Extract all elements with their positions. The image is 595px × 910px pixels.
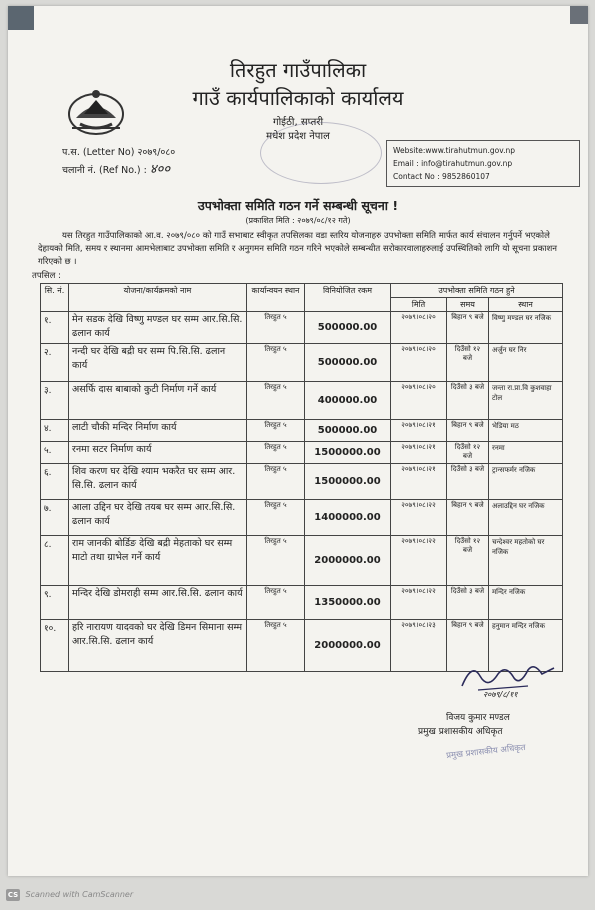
cell-name: लाटी चौकी मन्दिर निर्माण कार्य — [69, 420, 247, 442]
table-row — [41, 312, 563, 344]
cell-date: २०७९।०८।२१ — [391, 420, 447, 442]
cell-location: तिरहुत ५ — [247, 382, 305, 420]
cell-sn: १०. — [41, 620, 69, 672]
signature-date: २०७९/८/११ — [483, 690, 518, 699]
cell-amount: 1500000.00 — [305, 464, 391, 500]
cell-amount: 2000000.00 — [305, 536, 391, 586]
cell-date: २०७९।०८।२२ — [391, 500, 447, 536]
scan-corner-shadow — [8, 6, 34, 30]
cell-sn: २. — [41, 344, 69, 382]
contact-website: Website:www.tirahutmun.gov.np — [393, 146, 515, 155]
cell-amount: 500000.00 — [305, 344, 391, 382]
cell-sn: १. — [41, 312, 69, 344]
document-page — [8, 6, 588, 876]
cell-place: मन्दिर नजिक — [489, 586, 563, 620]
cell-name: मन्दिर देखि डोमराही सम्म आर.सि.सि. ढलान कार्य — [69, 586, 247, 620]
cell-time: बिहान ९ बजे — [447, 620, 489, 672]
cell-date: २०७९।०८।२० — [391, 344, 447, 382]
office-address: गोईठी, सप्तरी — [272, 117, 324, 128]
cell-date: २०७९।०८।२२ — [391, 536, 447, 586]
cell-sn: ३. — [41, 382, 69, 420]
scanner-footer-text: Scanned with CamScanner — [25, 890, 134, 899]
cell-location: तिरहुत ५ — [247, 420, 305, 442]
cell-location: तिरहुत ५ — [247, 464, 305, 500]
ref-no-value: ४०० — [149, 162, 171, 177]
ref-no-row — [62, 161, 175, 179]
cell-location: तिरहुत ५ — [247, 536, 305, 586]
ref-no-label: चलानी नं. (Ref No.) : — [62, 165, 147, 176]
cell-amount: 1400000.00 — [305, 500, 391, 536]
cell-place: अर्जुन घर निर — [489, 344, 563, 382]
municipality-name: तिरहुत गाउँपालिका — [229, 58, 367, 82]
table-header — [41, 284, 563, 312]
table-row — [41, 586, 563, 620]
cell-location: तिरहुत ५ — [247, 442, 305, 464]
cell-time: दिउँसो १२ बजे — [447, 344, 489, 382]
table-row — [41, 442, 563, 464]
table-row — [41, 536, 563, 586]
cell-location: तिरहुत ५ — [247, 344, 305, 382]
schemes-table — [40, 283, 563, 672]
cell-time: दिउँसो १२ बजे — [447, 536, 489, 586]
table-row — [41, 464, 563, 500]
cell-sn: ५. — [41, 442, 69, 464]
cell-place: अलाउद्दिन घर नजिक — [489, 500, 563, 536]
cell-date: २०७९।०८।२१ — [391, 464, 447, 500]
cell-amount: 2000000.00 — [305, 620, 391, 672]
office-stamp — [260, 122, 382, 184]
cell-place: हनुमान मन्दिर नजिक — [489, 620, 563, 672]
cell-time: बिहान ९ बजे — [447, 420, 489, 442]
notice-published-date: (प्रकाशित मिति : २०७९/०८/१२ गते) — [245, 216, 351, 225]
cell-location: तिरहुत ५ — [247, 312, 305, 344]
signatory-name: विजय कुमार मण्डल — [446, 713, 510, 723]
cell-date: २०७९।०८।२० — [391, 312, 447, 344]
cell-location: तिरहुत ५ — [247, 586, 305, 620]
col-formation: उपभोक्ता समिति गठन हुने — [391, 284, 563, 298]
cell-location: तिरहुत ५ — [247, 500, 305, 536]
scanner-footer — [6, 889, 133, 901]
table-body — [41, 312, 563, 672]
cell-place: चन्देश्वर महतोको घर नजिक — [489, 536, 563, 586]
cell-amount: 500000.00 — [305, 420, 391, 442]
cell-sn: ९. — [41, 586, 69, 620]
cell-date: २०७९।०८।२२ — [391, 586, 447, 620]
letter-no-label: प.स. (Letter No) — [62, 147, 135, 158]
col-place: स्थान — [489, 298, 563, 312]
cell-date: २०७९।०८।२३ — [391, 620, 447, 672]
contact-phone: Contact No : 9852860107 — [393, 172, 490, 181]
cell-place: रनमा — [489, 442, 563, 464]
office-name: गाउँ कार्यपालिकाको कार्यालय — [192, 86, 404, 110]
cell-name: रनमा सटर निर्माण कार्य — [69, 442, 247, 464]
col-date: मिति — [391, 298, 447, 312]
col-sn: सि. नं. — [41, 284, 69, 312]
cell-time: दिउँसो ३ बजे — [447, 382, 489, 420]
camscanner-logo-icon: CS — [7, 891, 19, 899]
cell-name: असर्फि दास बाबाको कुटी निर्माण गर्ने कार्य — [69, 382, 247, 420]
cell-place: ट्रान्सफर्मर नजिक — [489, 464, 563, 500]
table-row — [41, 382, 563, 420]
cell-time: बिहान ९ बजे — [447, 500, 489, 536]
signatory-title: प्रमुख प्रशासकीय अधिकृत — [418, 727, 503, 737]
cell-name: मेन सडक देखि विष्णु मण्डल घर सम्म आर.सि.सि. ढलान कार्य — [69, 312, 247, 344]
notice-body: यस तिरहुत गाउँपालिकाको आ.व. २०७९/०८० को गाउँ सभाबाट स्वीकृत तपसिलका वडा स्तरिय योजनाहरु उपभोक्ता समिति मार्फत कार्य संचालन गर्नुपर्ने भएकोले देहायको मिति, समय र स्थानमा आमभेलाबाट उपभोक्ता समिति र अनुगमन समिति गठन गरिने भएकोले सम्बन्धीत सरोकारवालाहरुलाई उपस्थितिको लागि यो सूचना प्रकाशन गरिएको छ । — [38, 231, 557, 267]
cell-amount: 1350000.00 — [305, 586, 391, 620]
cell-amount: 400000.00 — [305, 382, 391, 420]
cell-amount: 500000.00 — [305, 312, 391, 344]
cell-name: हरि नारायण यादवको घर देखि डिमन सिमाना सम्म आर.सि.सि. ढलान कार्य — [69, 620, 247, 672]
table-row — [41, 500, 563, 536]
table-row — [41, 420, 563, 442]
cell-time: दिउँसो ३ बजे — [447, 586, 489, 620]
cell-place: जन्ता रा.प्रा.वि कुशवाहा टोल — [489, 382, 563, 420]
cell-date: २०७९।०८।२० — [391, 382, 447, 420]
signature-stamp: प्रमुख प्रशासकीय अधिकृत — [445, 742, 527, 762]
letter-no-value: २०७९/०८० — [137, 147, 176, 158]
col-amount: विनियोजित रकम — [305, 284, 391, 312]
cell-name: आला उद्दिन घर देखि तयब घर सम्म आर.सि.सि. ढलान कार्य — [69, 500, 247, 536]
list-label: तपसिल : — [32, 271, 61, 281]
col-location: कार्यान्वयन स्थान — [247, 284, 305, 312]
contact-box — [386, 140, 580, 187]
cell-place: विष्णु मण्डल घर नजिक — [489, 312, 563, 344]
letter-no-row — [62, 144, 175, 161]
letter-reference — [62, 144, 175, 179]
col-name: योजना/कार्यक्रमको नाम — [69, 284, 247, 312]
cell-location: तिरहुत ५ — [247, 620, 305, 672]
cell-sn: ६. — [41, 464, 69, 500]
table-row — [41, 344, 563, 382]
notice-title: उपभोक्ता समिति गठन गर्ने सम्बन्धी सूचना ! — [197, 198, 399, 213]
cell-name: राम जानकी बोर्डिङ देखि बद्री मेहताको घर सम्म माटो तथा ग्राभेल गर्ने कार्य — [69, 536, 247, 586]
cell-place: भेडिया मठ — [489, 420, 563, 442]
cell-name: नन्दी घर देखि बद्री घर सम्म पि.सि.सि. ढलान कार्य — [69, 344, 247, 382]
cell-amount: 1500000.00 — [305, 442, 391, 464]
cell-sn: ८. — [41, 536, 69, 586]
contact-email: Email : info@tirahutmun.gov.np — [393, 159, 513, 168]
office-province: मधेश प्रदेश नेपाल — [266, 131, 330, 142]
cell-time: दिउँसो ३ बजे — [447, 464, 489, 500]
cell-time: बिहान ९ बजे — [447, 312, 489, 344]
cell-sn: ७. — [41, 500, 69, 536]
cell-date: २०७९।०८।२१ — [391, 442, 447, 464]
col-time: समय — [447, 298, 489, 312]
scan-corner-shadow-right — [570, 6, 588, 24]
cell-time: दिउँसो १२ बजे — [447, 442, 489, 464]
cell-sn: ४. — [41, 420, 69, 442]
cell-name: शिव करण घर देखि श्याम भकरैत घर सम्म आर. सि.सि. ढलान कार्य — [69, 464, 247, 500]
